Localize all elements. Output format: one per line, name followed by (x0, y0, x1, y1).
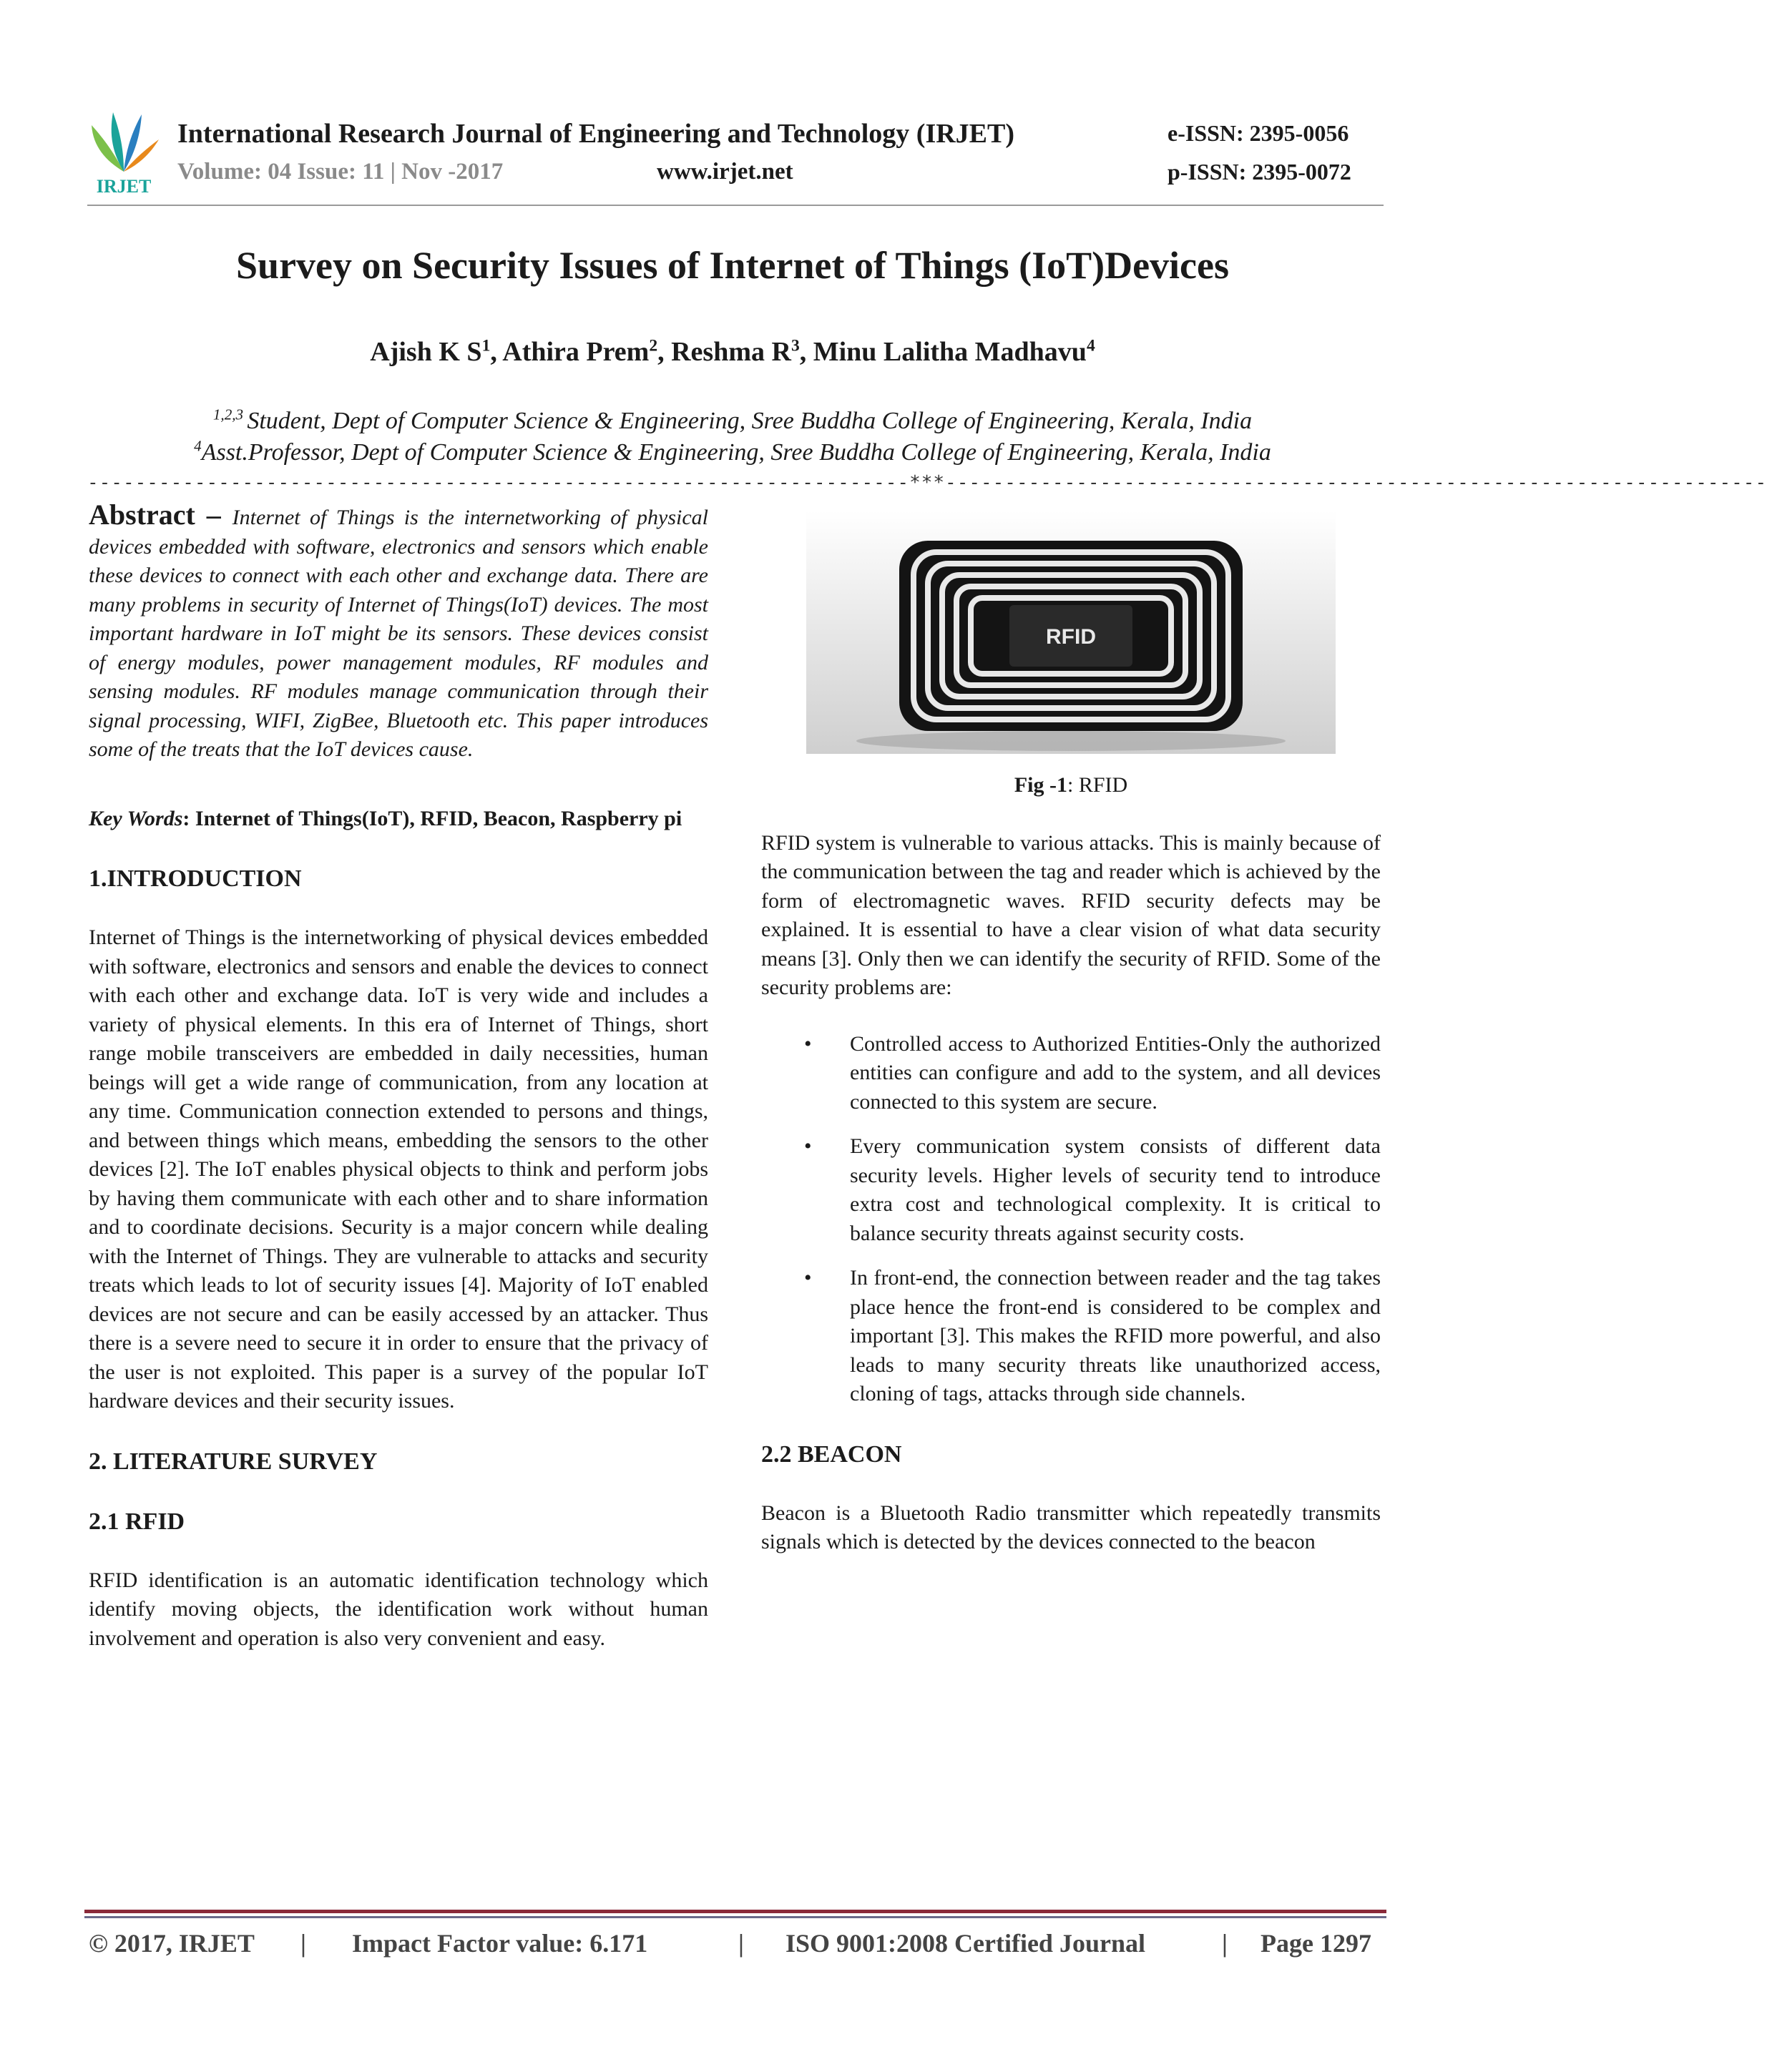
list-item-text: Every communication system consists of different data security levels. Higher levels of security tend to introduce extra cost and technological complexity. It is critical to balance security threats against security costs. (850, 1134, 1381, 1245)
right-column (761, 501, 1381, 1557)
affiliation-professor (0, 439, 1465, 466)
volume-issue: Volume: 04 Issue: 11 | Nov -2017 (177, 159, 504, 185)
section-separator: ---------------------------------------------------------------------***--------------------------------------------------------------------- (87, 472, 1767, 494)
left-column (89, 501, 708, 1653)
rfid-tag-figure (806, 511, 1336, 754)
bullet-icon: • (804, 1134, 812, 1158)
abstract-label: Abstract – (89, 499, 232, 531)
logo-text: IRJET (96, 176, 152, 197)
footer-page-number: Page 1297 (1261, 1929, 1371, 1958)
affiliation-1-mark: 1,2,3 (212, 406, 248, 423)
keywords-text: : Internet of Things(IoT), RFID, Beacon, Raspberry pi (182, 806, 682, 830)
author-2-mark: 2 (649, 336, 658, 355)
footer-separator: | (300, 1929, 306, 1958)
footer-rule-secondary (84, 1916, 1386, 1918)
journal-website-link[interactable]: www.irjet.net (657, 159, 793, 185)
author-1: Ajish K S (370, 337, 482, 367)
author-1-mark: 1 (481, 336, 491, 355)
figure-caption-text: : RFID (1067, 773, 1128, 797)
footer-impact-factor: Impact Factor value: 6.171 (352, 1929, 648, 1958)
author-3: , Reshma R (657, 337, 791, 367)
keywords-label: Key Words (89, 806, 183, 830)
list-item (761, 1030, 1381, 1117)
abstract-text: Internet of Things is the internetworking of physical devices embedded with software, electronics and sensors which enable these devices to connect with each other and exchange data. There are many problems in security of Internet of Things(IoT) devices. The most important hardware in IoT might be its sensors. These devices consist of energy modules, power management modules, RF modules and sensing modules. RF modules manage communication through their signal processing, WIFI, ZigBee, Bluetooth etc. This paper introduces some of the treats that the IoT devices cause. (89, 506, 708, 761)
affiliation-2-mark: 4 (194, 437, 202, 455)
list-item-text: Controlled access to Authorized Entities-Only the authorized entities can configure and add to the system, and all devices connected to this system are secure. (850, 1031, 1381, 1114)
literature-survey-heading: 2. LITERATURE SURVEY (89, 1448, 378, 1475)
intro-text: Internet of Things is the internetworking of physical devices embedded with software, electronics and sensors and enable the devices to connect with each other and exchange data. IoT is very wide and includes a variety of physical elements. In this era of Internet of Things, short range mobile transceivers are embedded in daily necessities, human beings will get a wide range of communication, from any location at any time. Communication connection extended to persons and things, and between things which means, embedding the sensors to the other devices [2]. The IoT enables physical objects to think and perform jobs by having them communicate with each other and to share information and to coordinate decisions. Security is a major concern while dealing with the Internet of Things. They are vulnerable to attacks and security treats which leads to lot of security issues [4]. Majority of IoT enabled devices are not secure and can be easily accessed by an attacker. Thus there is a severe need to secure it in order to ensure that the privacy of the user is not exploited. This paper is a survey of the popular IoT hardware devices and their security issues. (89, 925, 708, 1413)
list-item-text: In front-end, the connection between reader and the tag takes place hence the front-end is considered to be complex and important [3]. This makes the RFID more powerful, and also leads to many security threats like unauthorized access, cloning of tags, attacks through side channels. (850, 1266, 1381, 1405)
affiliation-2-text: Asst.Professor, Dept of Computer Science & Engineering, Sree Buddha College of Engineering, Kerala, India (201, 439, 1271, 466)
beacon-text: Beacon is a Bluetooth Radio transmitter which repeatedly transmits signals which is detected by the devices connected to the beacon (761, 1501, 1381, 1553)
author-4: , Minu Lalitha Madhavu (799, 337, 1087, 367)
author-4-mark: 4 (1086, 336, 1095, 355)
list-item (761, 1132, 1381, 1248)
rfid-vulnerability-text: RFID system is vulnerable to various attacks. This is mainly because of the communication between the tag and reader which is achieved by the form of electromagnetic waves. RFID security defects may be explained. It is essential to have a clear vision of what data security means [3]. Only then we can identify the security of RFID. Some of the security problems are: (761, 830, 1381, 999)
rfid-text: RFID identification is an automatic identification technology which identify moving objects, the identification work without human involvement and operation is also very convenient and easy. (89, 1568, 708, 1650)
intro-heading: 1.INTRODUCTION (89, 865, 302, 892)
beacon-heading: 2.2 BEACON (761, 1440, 902, 1468)
journal-title: International Research Journal of Engineering and Technology (IRJET) (177, 119, 1015, 149)
footer-iso: ISO 9001:2008 Certified Journal (785, 1929, 1145, 1958)
footer-separator: | (1222, 1929, 1228, 1958)
figure-caption-label: Fig -1 (1014, 773, 1067, 797)
irjet-logo-icon (84, 104, 163, 197)
author-list (0, 336, 1465, 368)
header-divider (87, 205, 1384, 206)
author-2: , Athira Prem (490, 337, 650, 367)
abstract (89, 501, 708, 765)
page-footer (89, 1928, 1371, 1958)
rfid-figure-label: RFID (1046, 625, 1096, 649)
list-item (761, 1264, 1381, 1409)
footer-separator: | (738, 1929, 744, 1958)
author-3-mark: 3 (790, 336, 800, 355)
affiliation-students (0, 408, 1465, 435)
p-issn: p-ISSN: 2395-0072 (1168, 159, 1351, 185)
bullet-icon: • (804, 1031, 812, 1056)
footer-rule (84, 1910, 1386, 1913)
paper-title: Survey on Security Issues of Internet of Things (IoT)Devices (236, 244, 1229, 287)
keywords (89, 805, 708, 834)
footer-copyright: © 2017, IRJET (89, 1929, 255, 1958)
affiliation-1-text: Student, Dept of Computer Science & Engineering, Sree Buddha College of Engineering, Kerala, India (247, 408, 1253, 434)
bullet-icon: • (804, 1266, 812, 1290)
rfid-heading: 2.1 RFID (89, 1508, 185, 1535)
security-problems-list (761, 1030, 1381, 1409)
figure-caption (761, 771, 1381, 800)
e-issn: e-ISSN: 2395-0056 (1168, 120, 1349, 146)
